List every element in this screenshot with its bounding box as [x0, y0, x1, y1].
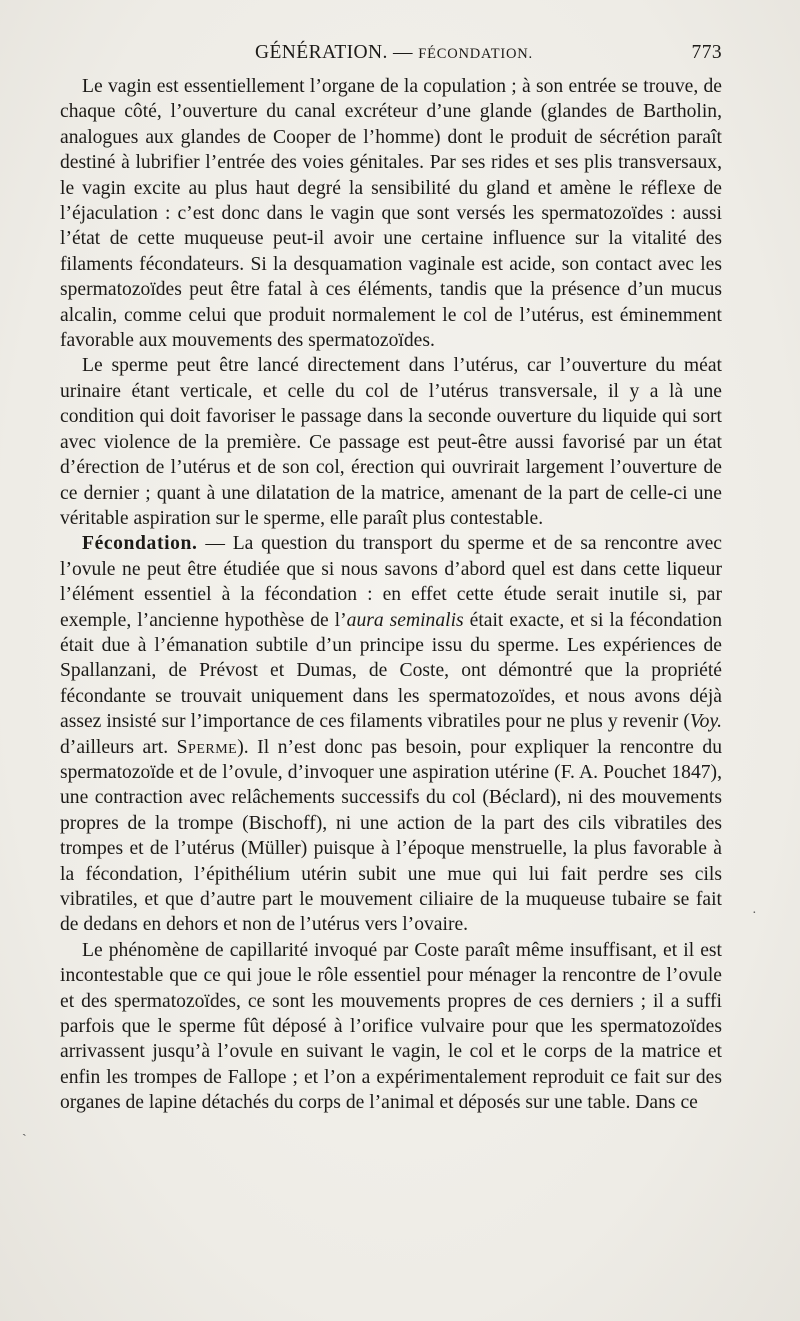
running-head-subtitle: FÉCONDATION.	[418, 46, 533, 62]
text-run: ). Il n’est donc pas besoin, pour expliquer la rencontre du spermatozoïde et de l’ovule, d’invoquer une aspiration utérine (F. A. Pouchet 1847), une contraction avec relâchements successifs du col (Béclard), ni des mouvements propres de la trompe (Bischoff), ni une action de la part des cils vibratiles des trompes et de l’utérus (Müller) puisque à l’époque menstruelle, la plus favorable à la fécondation, l’épithélium utérin subit une mue qui lui fait perdre ses cils vibratiles, et que d’autre part le mouvement ciliaire de la muqueuse tubaire se fait de dedans en dehors et non de l’utérus vers l’ovaire.	[60, 736, 722, 936]
paragraph-fecondation	[60, 531, 722, 938]
running-head-title: GÉNÉRATION. —	[255, 42, 413, 63]
text-run: — La question du transport du sperme et de sa rencontre avec l’ovule ne peut être étudiée que si nous savons d’abord quel est dans cette liqueur l’élément essentiel à la fécondation : en effet cette étude serait inutile si, par exemple, l’ancienne hypothèse de l’	[60, 533, 722, 631]
text-run: était exacte, et si la fécondation était due à l’émanation subtile d’un principe issu du sperme. Les expériences de Spallanzani, de Prévost et Dumas, de Coste, ont démontré que la propriété fécondante se trouvait uniquement dans les spermatozoïdes, et nous avons déjà assez insisté sur l’importance de ces filaments vibratiles pour ne plus y revenir (	[60, 609, 722, 733]
paragraph-capillarite: Le phénomène de capillarité invoqué par Coste paraît même insuffisant, et il est incontestable que ce qui joue le rôle essentiel pour ménager la rencontre de l’ovule et des spermatozoïdes, ce sont les mouvements propres de ces derniers ; il a suffi parfois que le sperme fût déposé à l’orifice vulvaire pour que les spermatozoïdes arrivassent jusqu’à l’ovule en suivant le vagin, le col et le corps de la matrice et enfin les trompes de Fallope ; et l’on a expérimentalement reproduit ce fait sur des organes de lapine détachés du corps de l’animal et déposés sur une table. Dans ce	[60, 939, 722, 1114]
margin-speck: ˏ	[22, 1122, 27, 1137]
italic-term-aura-seminalis: aura seminalis	[346, 609, 464, 631]
margin-speck: ·	[752, 906, 757, 921]
italic-voy: Voy.	[689, 711, 722, 733]
page-header	[60, 42, 722, 72]
body-text	[60, 74, 722, 1116]
running-head	[255, 42, 533, 64]
text-run: d’ailleurs art.	[60, 736, 177, 758]
page-number: 773	[691, 42, 722, 63]
cross-reference-sperme: Sperme	[176, 736, 238, 758]
paragraph-sperme-uterus: Le sperme peut être lancé directement dans l’utérus, car l’ouverture du méat urinaire étant verticale, et celle du col de l’utérus transversale, il y a là une condition qui doit favoriser le passage dans la seconde ouverture du liquide qui sort avec violence de la première. Ce passage est peut-être aussi favorisé par un état d’érection de l’utérus et de son col, érection qui ouvrirait largement l’ouverture de ce dernier ; quant à une dilatation de la matrice, amenant de la part de celle-ci une véritable aspiration sur le sperme, elle paraît plus contestable.	[60, 355, 722, 529]
section-heading-fecondation: Fécondation.	[82, 533, 198, 555]
paragraph-vagin: Le vagin est essentiellement l’organe de la copulation ; à son entrée se trouve, de chaque côté, l’ouverture du canal excréteur d’une glande (glandes de Bartholin, analogues aux glandes de Cooper de l’homme) dont le produit de sécrétion paraît destiné à lubrifier l’entrée des voies génitales. Par ses rides et ses plis transversaux, le vagin excite au plus haut degré la sensibilité du gland et amène le réflexe de l’éjaculation : c’est donc dans le vagin que sont versés les spermatozoïdes : aussi l’état de cette muqueuse peut-il avoir une certaine influence sur la vitalité des filaments fécondateurs. Si la desquamation vaginale est acide, son contact avec les spermatozoïdes peut être fatal à ces éléments, tandis que la présence d’un mucus alcalin, comme celui que produit normalement le col de l’utérus, est éminemment favorable aux mouvements des spermatozoïdes.	[60, 76, 722, 352]
